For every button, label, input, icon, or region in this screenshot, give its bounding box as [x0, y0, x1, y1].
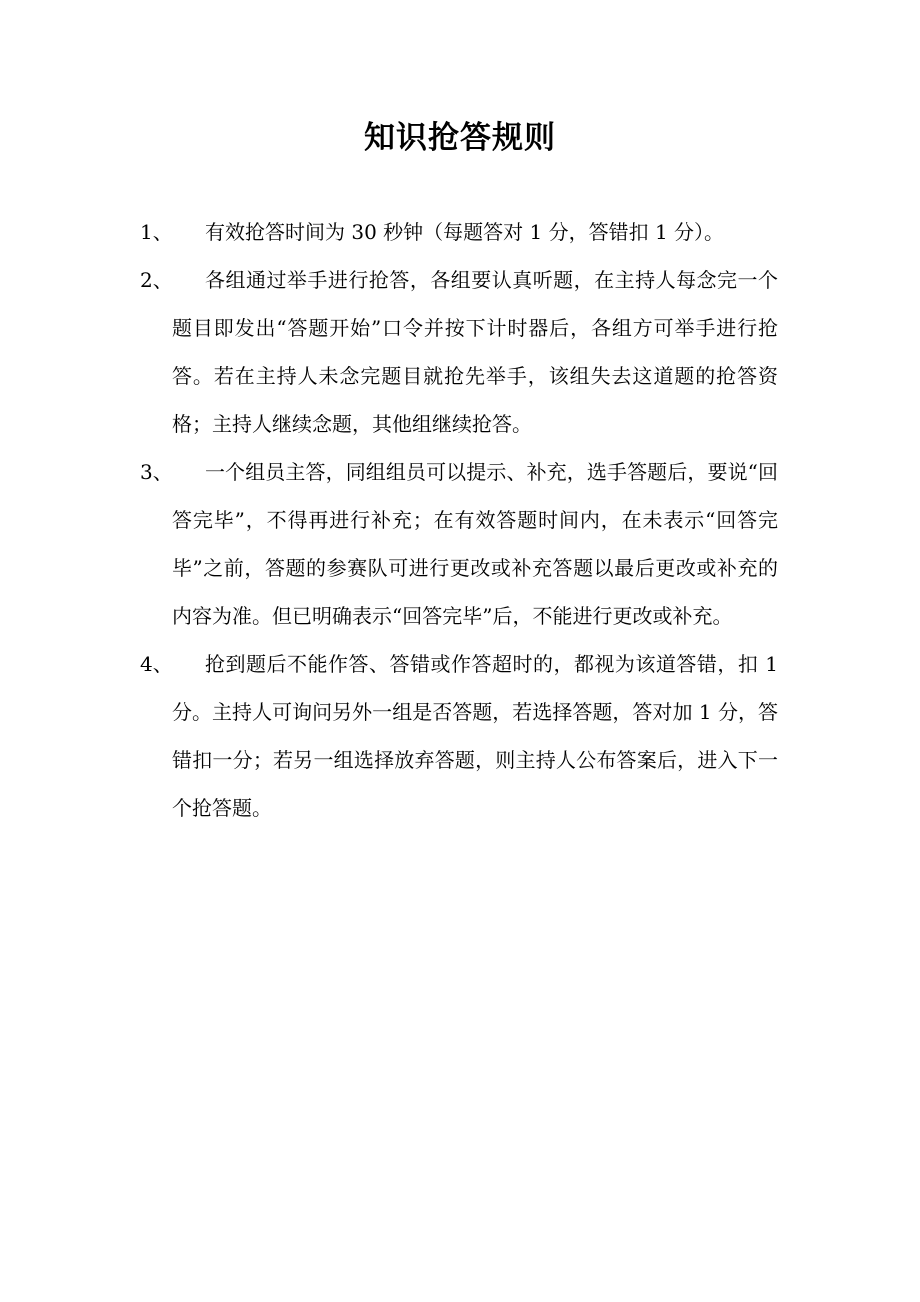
rule-item-3 — [0, 448, 778, 640]
rule-text: 有效抢答时间为 30 秒钟（每题答对 1 分，答错扣 1 分）。 — [205, 220, 725, 244]
rule-text: 各组通过举手进行抢答，各组要认真听题，在主持人每念完一个题目即发出“答题开始”口令并按下计时器后，各组方可举手进行抢答。若在主持人未念完题目就抢先举手，该组失去这道题的抢答资格；主持人继续念题，其他组继续抢答。 — [172, 268, 778, 436]
rule-text: 一个组员主答，同组组员可以提示、补充，选手答题后，要说“回答完毕”，不得再进行补充；在有效答题时间内，在未表示“回答完毕”之前，答题的参赛队可进行更改或补充答题以最后更改或补充的内容为准。但已明确表示“回答完毕”后，不能进行更改或补充。 — [172, 460, 778, 628]
rules-list — [0, 208, 920, 832]
rule-item-2 — [0, 256, 778, 448]
rule-item-4 — [0, 640, 778, 832]
rule-text: 抢到题后不能作答、答错或作答超时的，都视为该道答错，扣 1 分。主持人可询问另外一组是否答题，若选择答题，答对加 1 分，答错扣一分；若另一组选择放弃答题，则主持人公布答案后，进入下一个抢答题。 — [172, 652, 778, 820]
rule-number: 3、 — [140, 460, 173, 484]
rule-item-1 — [0, 208, 778, 256]
rule-number: 1、 — [140, 220, 173, 244]
rule-number: 4、 — [140, 652, 173, 676]
rule-number: 2、 — [140, 268, 173, 292]
page-title: 知识抢答规则 — [364, 120, 556, 156]
